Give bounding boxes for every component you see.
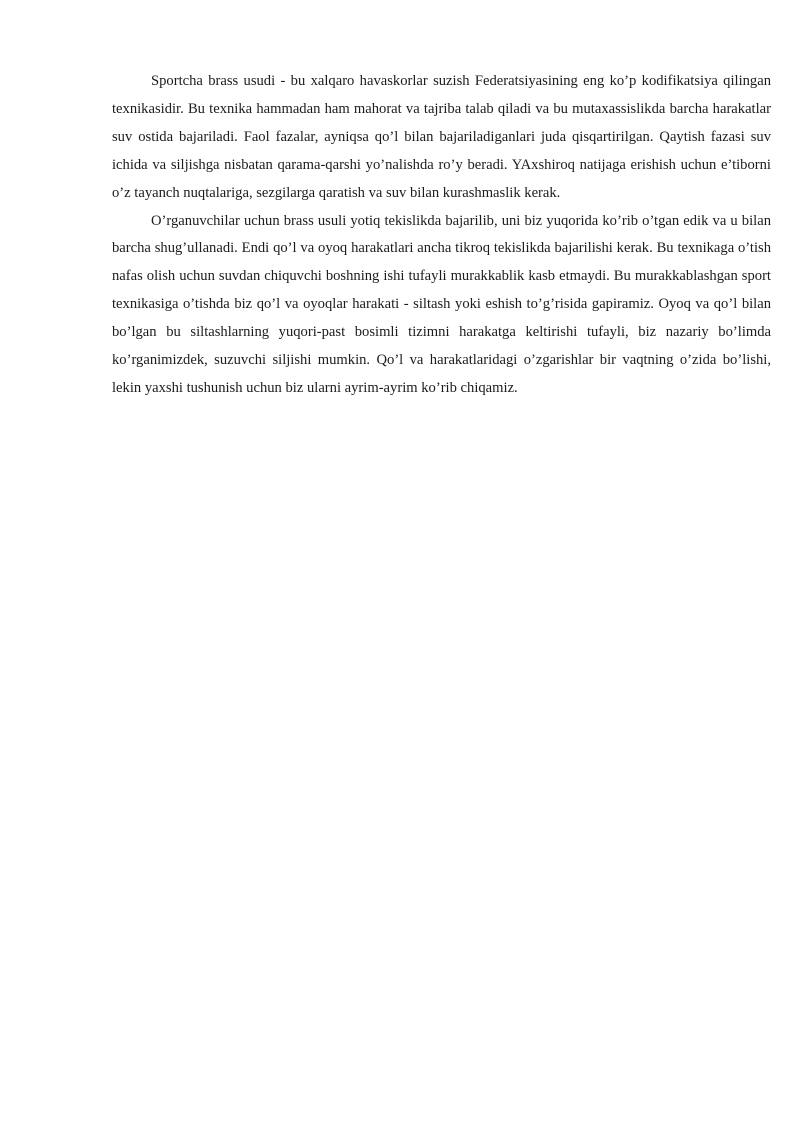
paragraph-2: O’rganuvchilar uchun brass usuli yotiq tekislikda bajarilib, uni biz yuqorida ko’rib o’tgan edik va u bilan barcha shug’ullanadi. Endi qo’l va oyoq harakatlari ancha tikroq tekislikda bajarilishi kerak. Bu texnikaga o’tish nafas olish uchun suvdan chiquvchi boshning ishi tufayli murakkablik kasb etmaydi. Bu murakkablashgan sport texnikasiga o’tishda biz qo’l va oyoqlar harakati - siltash yoki eshish to’g’risida gapiramiz. Oyoq va qo’l bilan bo’lgan bu siltashlarning yuqori-past bosimli tizimni harakatga keltirishi tufayli, biz nazariy bo’limda ko’rganimizdek, suzuvchi siljishi mumkin. Qo’l va harakatlaridagi o’zgarishlar bir vaqtning o’zida bo’lishi, lekin yaxshi tushunish uchun biz ularni ayrim-ayrim ko’rib chiqamiz. — [112, 212, 771, 396]
paragraph-1: Sportcha brass usudi - bu xalqaro havaskorlar suzish Federatsiyasining eng ko’p kodifikatsiya qilingan texnikasidir. Bu texnika hammadan ham mahorat va tajriba talab qiladi va bu mutaxassislikda barcha harakatlar suv ostida bajariladi. Faol fazalar, ayniqsa qo’l bilan bajariladiganlari juda qisqartirilgan. Qaytish fazasi suv ichida va siljishga nisbatan qarama-qarshi yo’nalishda ro’y beradi. YAxshiroq natijaga erishish uchun e’tiborni o’z tayanch nuqtalariga, sezgilarga qaratish va suv bilan kurashmaslik kerak. — [112, 73, 771, 201]
document-body — [112, 68, 771, 403]
